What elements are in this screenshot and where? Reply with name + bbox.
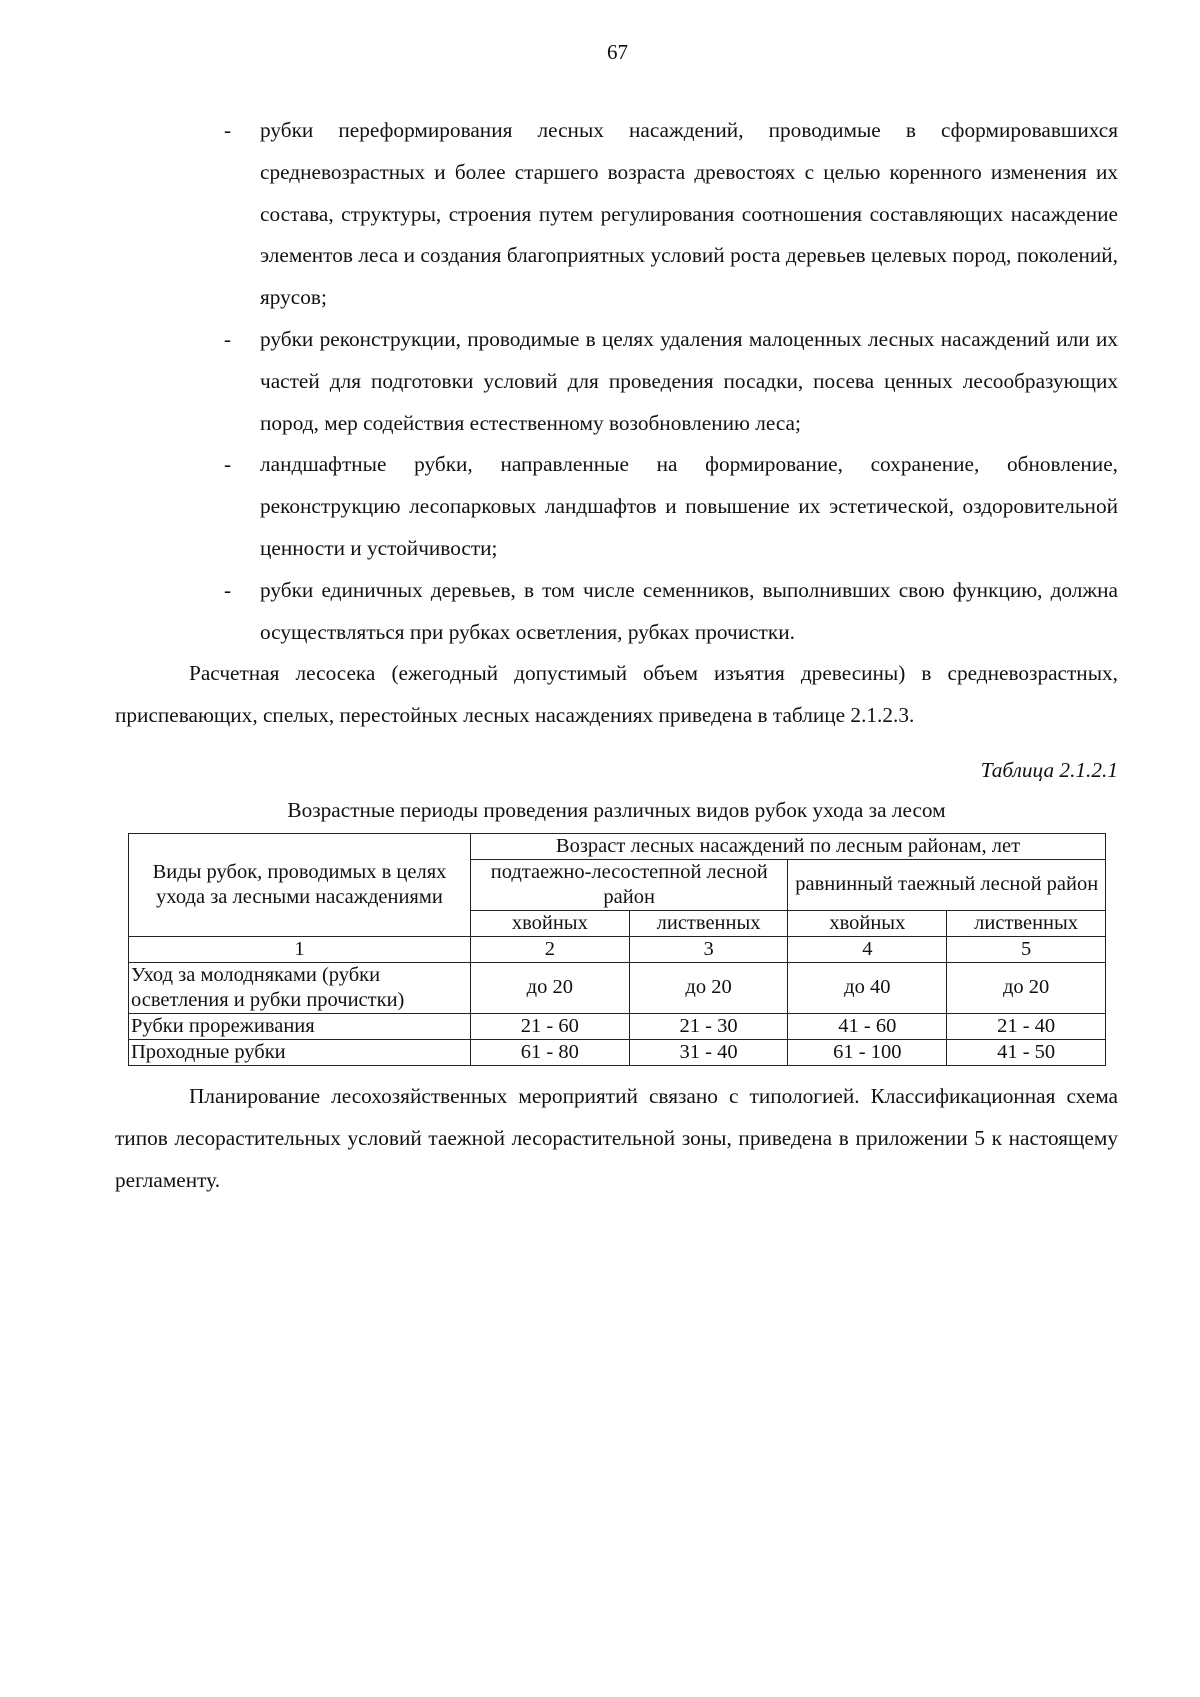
thinning-periods-table bbox=[128, 833, 1106, 1066]
dash-marker: - bbox=[224, 452, 232, 477]
column-number-cell: 5 bbox=[947, 936, 1106, 962]
row-header-cell: Виды рубок, проводимых в целях ухода за лесными насаждениями bbox=[129, 833, 471, 936]
table-cell: до 40 bbox=[788, 962, 947, 1013]
row-name-cell: Проходные рубки bbox=[129, 1039, 471, 1065]
table-label: Таблица 2.1.2.1 bbox=[980, 757, 1118, 782]
species-header-cell: лиственных bbox=[947, 910, 1106, 936]
group-header-cell: Возраст лесных насаждений по лесным районам, лет bbox=[470, 833, 1105, 859]
dash-marker: - bbox=[224, 118, 232, 142]
table-cell: до 20 bbox=[629, 962, 788, 1013]
column-number-cell: 3 bbox=[629, 936, 788, 962]
table-cell: 21 - 60 bbox=[470, 1013, 629, 1039]
paragraph-planning: Планирование лесохозяйственных мероприятий связано с типологией. Классификационная схема типов лесорастительных условий таежной лесорастительной зоны, приведена в приложении 5 к настоящему регламенту. bbox=[115, 1083, 1118, 1192]
list-item-text: рубки единичных деревьев, в том числе семенников, выполнивших свою функцию, должна осуществляться при рубках осветления, рубках прочистки. bbox=[260, 577, 1118, 644]
table-cell: до 20 bbox=[947, 962, 1106, 1013]
page-number: 67 bbox=[607, 40, 628, 64]
list-item bbox=[115, 319, 1118, 444]
column-number-cell: 1 bbox=[129, 936, 471, 962]
species-header-cell: хвойных bbox=[470, 910, 629, 936]
page-content bbox=[115, 110, 1118, 1201]
table-cell: 61 - 80 bbox=[470, 1039, 629, 1065]
column-number-cell: 2 bbox=[470, 936, 629, 962]
paragraph-allowable-cut: Расчетная лесосека (ежегодный допустимый объем изъятия древесины) в средневозрастных, приспевающих, спелых, перестойных лесных насаждениях приведена в таблице 2.1.2.3. bbox=[115, 661, 1118, 728]
list-item-text: ландшафтные рубки, направленные на формирование, сохранение, обновление, реконструкцию лесопарковых ландшафтов и повышение их эстетической, оздоровительной ценности и устойчивости; bbox=[260, 452, 1118, 560]
region-header-cell: подтаежно-лесостепной лесной район bbox=[470, 859, 788, 910]
table-title: Возрастные периоды проведения различных видов рубок ухода за лесом bbox=[287, 797, 946, 822]
table-cell: до 20 bbox=[470, 962, 629, 1013]
row-name-cell: Рубки прореживания bbox=[129, 1013, 471, 1039]
table-cell: 21 - 30 bbox=[629, 1013, 788, 1039]
dash-marker: - bbox=[224, 577, 232, 602]
list-item bbox=[115, 110, 1118, 319]
region-header-cell: равнинный таежный лесной район bbox=[788, 859, 1106, 910]
table-header-row bbox=[129, 833, 1106, 859]
list-item-text: рубки реконструкции, проводимые в целях удаления малоценных лесных насаждений или их частей для подготовки условий для проведения посадки, посева ценных лесообразующих пород, мер содействия естественному возобновлению леса; bbox=[260, 326, 1118, 435]
bullet-list bbox=[115, 110, 1118, 653]
column-number-cell: 4 bbox=[788, 936, 947, 962]
table-row bbox=[129, 1039, 1106, 1065]
table-cell: 41 - 60 bbox=[788, 1013, 947, 1039]
table-cell: 21 - 40 bbox=[947, 1013, 1106, 1039]
table-cell: 41 - 50 bbox=[947, 1039, 1106, 1065]
species-header-cell: хвойных bbox=[788, 910, 947, 936]
table-row bbox=[129, 1013, 1106, 1039]
list-item-text: рубки переформирования лесных насаждений, проводимые в сформировавшихся средневозрастных и более старшего возраста древостоях с целью коренного изменения их состава, структуры, строения путем регулирования соотношения составляющих насаждение элементов леса и создания благоприятных условий роста деревьев целевых пород, поколений, ярусов; bbox=[260, 118, 1118, 310]
table-cell: 31 - 40 bbox=[629, 1039, 788, 1065]
column-number-row bbox=[129, 936, 1106, 962]
dash-marker: - bbox=[224, 326, 232, 351]
list-item bbox=[115, 570, 1118, 654]
row-name-cell: Уход за молодняками (рубки осветления и рубки прочистки) bbox=[129, 962, 471, 1013]
table-cell: 61 - 100 bbox=[788, 1039, 947, 1065]
species-header-cell: лиственных bbox=[629, 910, 788, 936]
list-item bbox=[115, 444, 1118, 569]
table-row bbox=[129, 962, 1106, 1013]
